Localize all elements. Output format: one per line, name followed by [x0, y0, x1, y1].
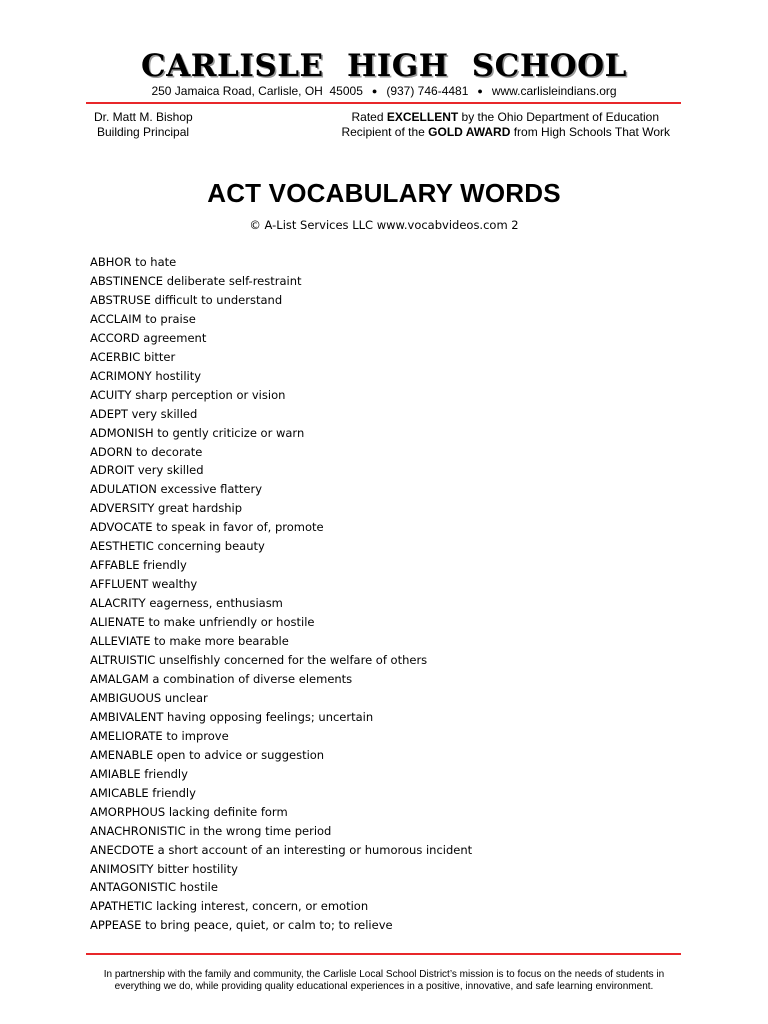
- vocab-definition: concerning beauty: [157, 539, 265, 554]
- vocab-word: AMALGAM: [90, 671, 149, 686]
- list-item: [90, 708, 472, 727]
- list-item: [90, 575, 472, 594]
- list-item: [90, 594, 472, 613]
- vocab-definition: agreement: [143, 330, 207, 345]
- list-item: [90, 670, 472, 689]
- school-name: CARLISLE HIGH SCHOOL: [141, 48, 627, 84]
- vocab-word: ACERBIC: [90, 349, 141, 364]
- list-item: [90, 253, 472, 272]
- vocab-word: AMELIORATE: [90, 728, 163, 743]
- vocab-word: ABSTINENCE: [90, 273, 164, 288]
- list-item: [90, 310, 472, 329]
- vocab-word: ALLEVIATE: [90, 634, 151, 649]
- bullet-separator: ●: [477, 86, 483, 96]
- rating-prefix: Rated: [351, 110, 387, 124]
- vocab-definition: unclear: [164, 690, 208, 705]
- document-title: ACT VOCABULARY WORDS: [207, 178, 561, 208]
- rating-line: [341, 110, 670, 125]
- vocab-word: ALACRITY: [90, 596, 146, 611]
- vocab-definition: to improve: [166, 728, 229, 743]
- list-item: [90, 878, 472, 897]
- vocab-word: ACRIMONY: [90, 368, 152, 383]
- vocab-definition: great hardship: [158, 501, 243, 516]
- bullet-separator: ●: [371, 86, 378, 96]
- vocab-word: ADVOCATE: [90, 520, 153, 535]
- vocab-word: ADMONISH: [90, 425, 154, 440]
- vocab-definition: friendly: [143, 558, 187, 573]
- vocab-definition: lacking definite form: [168, 804, 288, 819]
- list-item: [90, 746, 472, 765]
- vocab-word: ACCLAIM: [90, 311, 142, 326]
- list-item: [90, 480, 472, 499]
- vocab-definition: hostile: [179, 880, 218, 895]
- list-item: [90, 461, 472, 480]
- vocab-definition: to decorate: [136, 444, 203, 459]
- list-item: [90, 348, 472, 367]
- list-item: [90, 272, 472, 291]
- vocab-word: ADEPT: [90, 406, 128, 421]
- vocab-definition: in the wrong time period: [189, 823, 332, 838]
- award-suffix: from High Schools That Work: [510, 125, 670, 139]
- list-item: [90, 405, 472, 424]
- ratings-block: [341, 110, 670, 140]
- vocab-word: APATHETIC: [90, 899, 153, 914]
- list-item: [90, 518, 472, 537]
- list-item: [90, 841, 472, 860]
- vocab-definition: to hate: [135, 255, 177, 269]
- award-prefix: Recipient of the: [341, 125, 429, 139]
- vocab-word: AMBIVALENT: [90, 709, 164, 724]
- vocab-definition: bitter: [143, 349, 176, 364]
- vocab-definition: to speak in favor of, promote: [156, 520, 324, 535]
- footer-divider: [86, 953, 681, 955]
- copyright-line: © A-List Services LLC www.vocabvideos.com 2: [249, 218, 519, 232]
- list-item: [90, 784, 472, 803]
- principal-block: [94, 110, 193, 140]
- vocab-definition: deliberate self-restraint: [166, 273, 302, 288]
- vocabulary-list: [90, 253, 472, 935]
- vocab-definition: difficult to understand: [154, 292, 283, 307]
- vocab-word: ADVERSITY: [90, 501, 155, 516]
- mission-line: In partnership with the family and community, the Carlisle Local School District’s mission is to focus on the needs of students in: [103, 969, 665, 980]
- mission-statement: [80, 969, 688, 993]
- list-item: [90, 803, 472, 822]
- school-website-link[interactable]: www.carlisleindians.org: [491, 84, 617, 98]
- school-address: 250 Jamaica Road, Carlisle, OH 45005: [151, 84, 363, 98]
- vocab-definition: to bring peace, quiet, or calm to; to relieve: [145, 918, 393, 933]
- vocab-definition: bitter hostility: [157, 861, 238, 876]
- vocab-word: AMORPHOUS: [90, 804, 166, 819]
- vocab-word: AMBIGUOUS: [90, 690, 162, 705]
- vocab-definition: to make unfriendly or hostile: [148, 615, 315, 630]
- vocab-word: ACCORD: [90, 330, 140, 345]
- vocab-definition: to make more bearable: [154, 634, 289, 649]
- vocab-definition: a combination of diverse elements: [152, 671, 353, 686]
- list-item: [90, 291, 472, 310]
- vocab-word: AFFABLE: [90, 558, 140, 573]
- list-item: [90, 651, 472, 670]
- list-item: [90, 822, 472, 841]
- vocab-definition: wealthy: [151, 577, 198, 592]
- vocab-word: APPEASE: [90, 918, 142, 933]
- list-item: [90, 613, 472, 632]
- vocab-definition: very skilled: [131, 406, 198, 421]
- vocab-definition: very skilled: [137, 463, 204, 478]
- list-item: [90, 860, 472, 879]
- header-divider: [86, 102, 681, 104]
- list-item: [90, 537, 472, 556]
- list-item: [90, 556, 472, 575]
- vocab-word: ADULATION: [90, 482, 157, 497]
- vocab-definition: unselfishly concerned for the welfare of others: [158, 653, 428, 668]
- list-item: [90, 765, 472, 784]
- vocab-word: AESTHETIC: [90, 539, 154, 554]
- vocab-word: ANACHRONISTIC: [90, 823, 186, 838]
- vocab-word: ABHOR: [90, 255, 132, 269]
- vocab-definition: lacking interest, concern, or emotion: [156, 899, 369, 914]
- list-item: [90, 329, 472, 348]
- rating-emphasis: EXCELLENT: [386, 110, 459, 124]
- vocab-word: ADROIT: [90, 463, 135, 478]
- vocab-definition: having opposing feelings; uncertain: [167, 709, 374, 724]
- vocab-definition: to gently criticize or warn: [157, 425, 305, 440]
- award-line: [341, 125, 670, 140]
- vocab-definition: excessive flattery: [160, 482, 263, 497]
- vocab-word: ANIMOSITY: [90, 861, 154, 876]
- mission-line: everything we do, while providing quality educational experiences in a positive, innovative, and safe learning environment.: [114, 981, 654, 992]
- list-item: [90, 386, 472, 405]
- contact-line: [0, 83, 768, 99]
- vocab-definition: to praise: [145, 311, 196, 326]
- vocab-word: ACUITY: [90, 387, 132, 402]
- list-item: [90, 897, 472, 916]
- vocab-word: AMIABLE: [90, 766, 141, 781]
- vocab-definition: eagerness, enthusiasm: [149, 596, 283, 611]
- school-phone: (937) 746-4481: [386, 84, 469, 98]
- vocab-word: ADORN: [90, 444, 133, 459]
- list-item: [90, 367, 472, 386]
- list-item: [90, 689, 472, 708]
- principal-title: Building Principal: [97, 125, 190, 139]
- rating-suffix: by the Ohio Department of Education: [458, 110, 659, 124]
- vocab-definition: a short account of an interesting or humorous incident: [157, 842, 473, 857]
- vocab-word: ABSTRUSE: [90, 292, 151, 307]
- vocab-definition: friendly: [144, 766, 188, 781]
- principal-name: Dr. Matt M. Bishop: [94, 110, 193, 124]
- vocab-definition: friendly: [152, 785, 196, 800]
- list-item: [90, 632, 472, 651]
- list-item: [90, 916, 472, 935]
- vocab-word: ANECDOTE: [90, 842, 154, 857]
- award-emphasis: GOLD AWARD: [428, 125, 511, 139]
- vocab-word: ALTRUISTIC: [90, 653, 156, 668]
- vocab-word: ANTAGONISTIC: [90, 880, 176, 895]
- list-item: [90, 443, 472, 462]
- list-item: [90, 499, 472, 518]
- vocab-word: AMENABLE: [90, 747, 154, 762]
- vocab-definition: hostility: [155, 368, 202, 383]
- list-item: [90, 727, 472, 746]
- vocab-definition: open to advice or suggestion: [156, 747, 325, 762]
- vocab-word: ALIENATE: [90, 615, 145, 630]
- vocab-word: AFFLUENT: [90, 577, 149, 592]
- vocab-word: AMICABLE: [90, 785, 149, 800]
- list-item: [90, 424, 472, 443]
- vocab-definition: sharp perception or vision: [135, 387, 286, 402]
